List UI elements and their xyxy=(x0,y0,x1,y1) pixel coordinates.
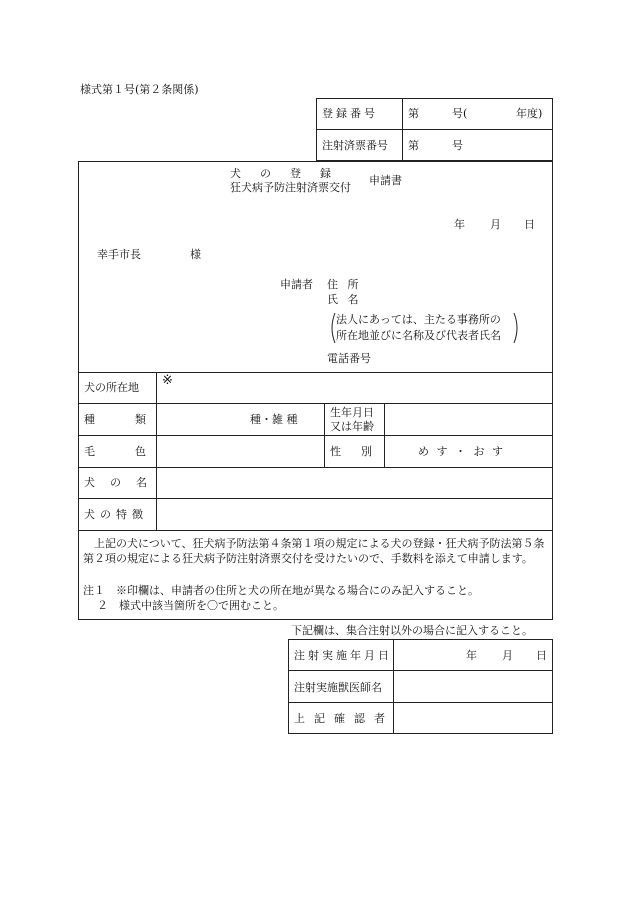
injection-vet-label: 注射実施獣医師名 xyxy=(294,681,382,694)
date-year: 年 xyxy=(454,218,465,231)
confirmer-label: 上記確認者 xyxy=(294,712,394,725)
note-2: ２ 様式中該当箇所を〇で囲むこと。 xyxy=(97,599,284,612)
applicant-name-label: 氏 名 xyxy=(327,293,362,306)
sex-label: 性別 xyxy=(330,445,392,458)
injection-date-month: 月 xyxy=(502,649,513,662)
note-1: 注１ ※印欄は、申請者の住所と犬の所在地が異なる場合にのみ記入すること。 xyxy=(83,584,479,597)
reg-go: 号( xyxy=(452,107,468,120)
divider xyxy=(78,467,553,468)
title-line2: 狂犬病予防注射済票交付 xyxy=(230,181,351,194)
dog-name-label: 犬の名 xyxy=(84,476,162,489)
applicant-note-line2: 所在地並びに名称及び代表者氏名 xyxy=(336,329,501,342)
divider xyxy=(402,98,403,161)
inj-dai: 第 xyxy=(408,139,419,152)
right-paren-icon xyxy=(513,312,521,344)
breed-label: 種類 xyxy=(84,413,186,426)
inj-go: 号 xyxy=(452,139,463,152)
left-paren-icon xyxy=(328,312,336,344)
injection-date-year: 年 xyxy=(466,649,477,662)
birth-label-1: 生年月日 xyxy=(330,406,374,419)
title-suffix: 申請書 xyxy=(369,174,402,187)
applicant-address-label: 住 所 xyxy=(327,278,362,291)
applicant-note-line1: 法人にあっては、主たる事務所の xyxy=(336,313,501,326)
dog-location-mark: ※ xyxy=(162,373,173,388)
divider xyxy=(78,498,553,499)
divider xyxy=(78,403,553,404)
injection-date-day: 日 xyxy=(536,649,547,662)
divider xyxy=(288,702,553,703)
birth-label-2: 又は年齢 xyxy=(330,420,374,433)
injection-ticket-label: 注射済票番号 xyxy=(322,139,388,152)
applicant-label: 申請者 xyxy=(280,278,313,291)
date-month: 月 xyxy=(490,218,501,231)
reg-nendo: 年度) xyxy=(516,107,543,120)
applicant-phone-label: 電話番号 xyxy=(327,352,371,365)
divider xyxy=(324,403,325,467)
divider xyxy=(78,435,553,436)
divider xyxy=(288,670,553,671)
divider xyxy=(316,129,553,130)
divider xyxy=(78,372,553,373)
registration-number-label: 登録番号 xyxy=(322,107,378,120)
color-label: 毛色 xyxy=(84,445,186,458)
body-text: 上記の犬について、狂犬病予防法第４条第１項の規定による犬の登録・狂犬病予防法第５条第２項の規定による狂犬病予防注射済票交付を受けたいので、手数料を添えて申請します。 xyxy=(83,537,545,565)
breed-value: 種・雑 種 xyxy=(250,413,298,426)
dog-location-label: 犬の所在地 xyxy=(84,381,139,394)
dog-feature-label: 犬の特徴 xyxy=(84,508,148,521)
addressee-sama: 様 xyxy=(190,248,201,261)
date-day: 日 xyxy=(524,218,535,231)
title-line1: 犬の登録 xyxy=(230,167,350,180)
addressee-city: 幸手市長 xyxy=(97,248,141,261)
reg-dai: 第 xyxy=(408,107,419,120)
divider xyxy=(78,530,553,531)
sex-value: め す ・ お す xyxy=(418,445,505,458)
form-number: 様式第１号(第２条関係) xyxy=(80,83,199,96)
injection-date-label: 注射実施年月日 xyxy=(294,649,392,662)
bottom-instruction: 下記欄は、集合注射以外の場合に記入すること。 xyxy=(291,624,533,637)
